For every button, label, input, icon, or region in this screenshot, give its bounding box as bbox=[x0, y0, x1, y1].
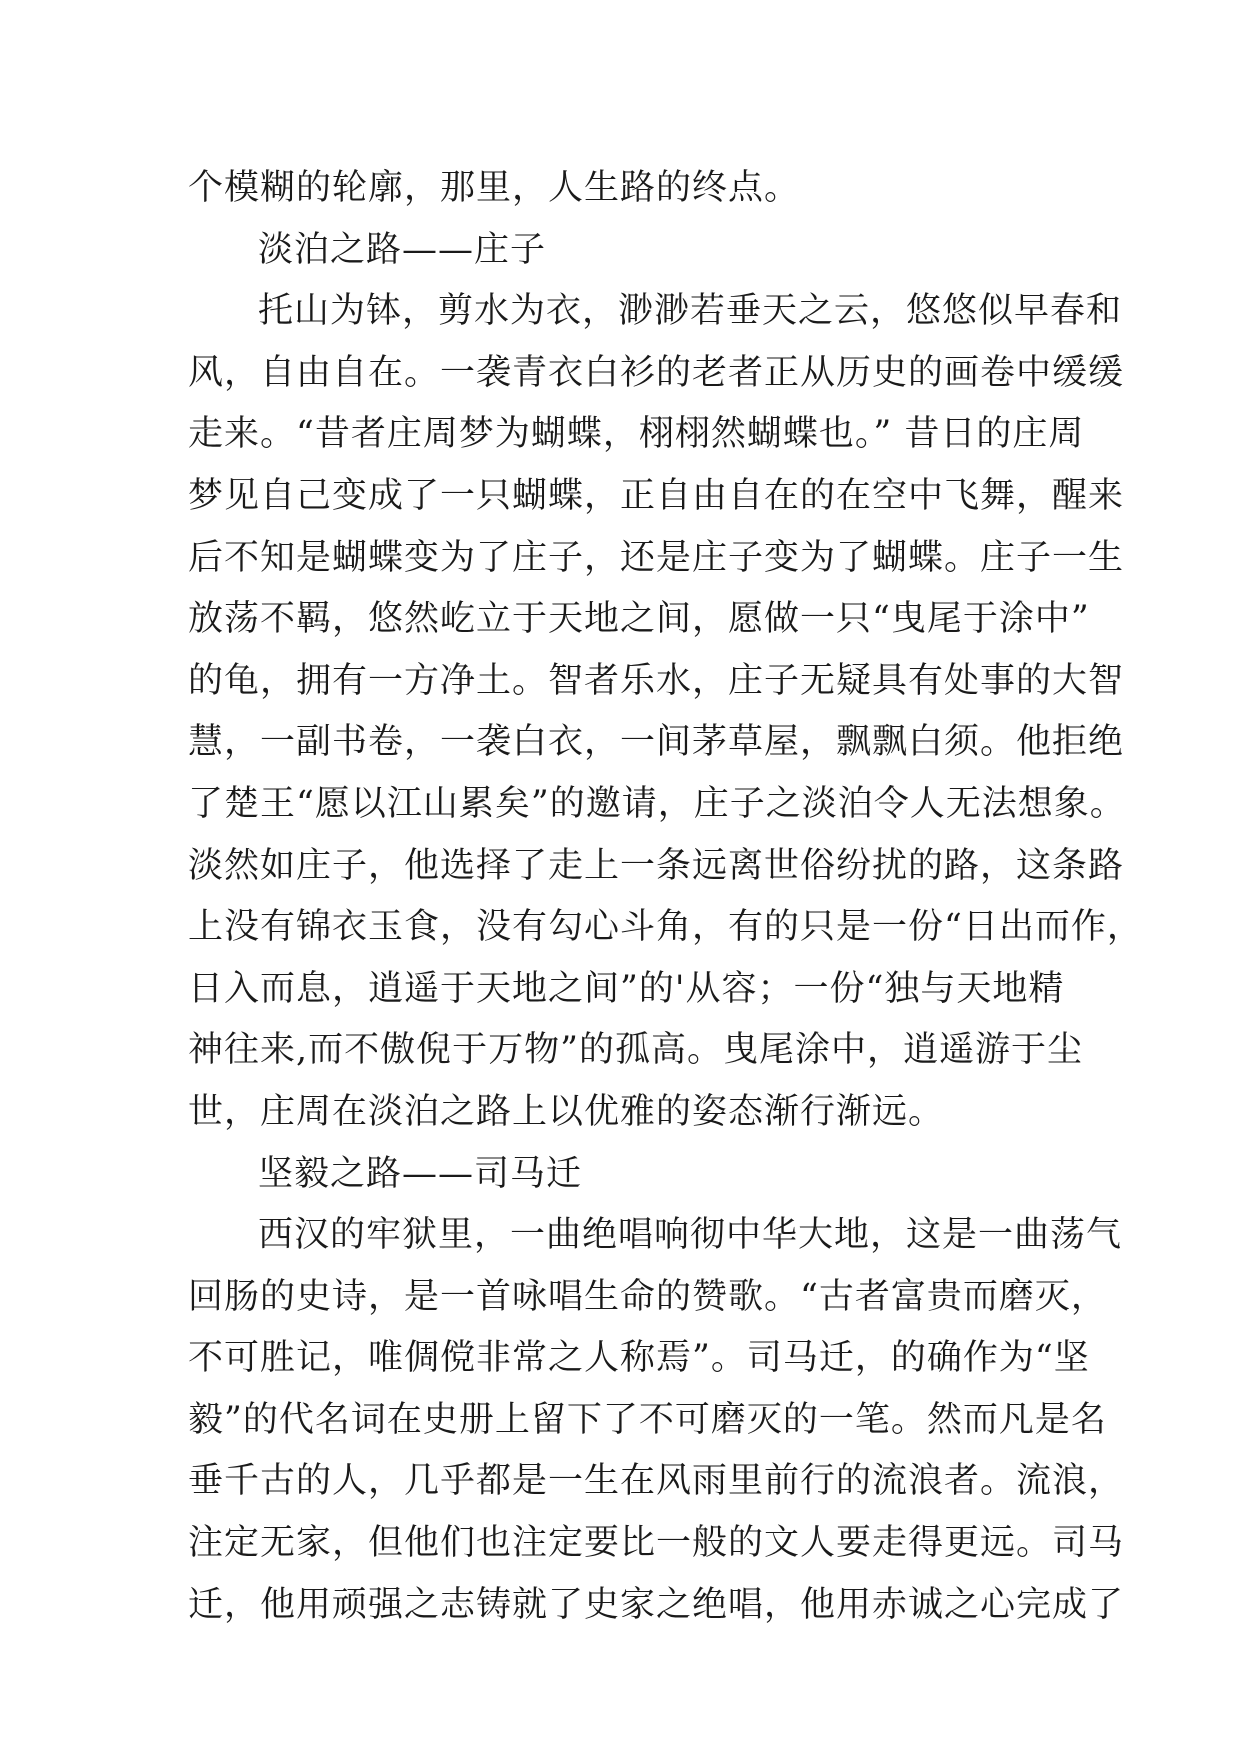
text-line: 后不知是蝴蝶变为了庄子，还是庄子变为了蝴蝶。庄子一生 bbox=[188, 537, 1125, 578]
text-line: 淡泊之路——庄子 bbox=[258, 229, 547, 270]
text-line: 世，庄周在淡泊之路上以优雅的姿态渐行渐远。 bbox=[188, 1091, 945, 1132]
text-line: 不可胜记，唯倜傥非常之人称焉”。司马迁，的确作为“坚 bbox=[188, 1338, 1090, 1379]
text-line: 托山为钵，剪水为衣，渺渺若垂天之云，悠悠似早春和 bbox=[258, 291, 1123, 332]
text-line: 的龟，拥有一方净土。智者乐水，庄子无疑具有处事的大智 bbox=[188, 660, 1125, 701]
text-line: 风，自由自在。一袭青衣白衫的老者正从历史的画卷中缓缓 bbox=[188, 352, 1125, 393]
text-line: 慧，一副书卷，一袭白衣，一间茅草屋，飘飘白须。他拒绝 bbox=[188, 722, 1125, 763]
text-line: 日入而息，逍遥于天地之间”的'从容；一份“独与天地精 bbox=[188, 968, 1065, 1009]
text-line: 梦见自己变成了一只蝴蝶，正自由自在的在空中飞舞，醒来 bbox=[188, 475, 1125, 516]
text-line: 神往来,而不傲倪于万物”的孤高。曳尾涂中，逍遥游于尘 bbox=[188, 1030, 1084, 1071]
text-line: 个模糊的轮廓，那里，人生路的终点。 bbox=[188, 168, 801, 208]
text-line: 注定无家，但他们也注定要比一般的文人要走得更远。司马 bbox=[188, 1523, 1125, 1564]
text-line: 垂千古的人，几乎都是一生在风雨里前行的流浪者。流浪， bbox=[188, 1461, 1125, 1502]
text-line: 上没有锦衣玉食，没有勾心斗角，有的只是一份“日出而作， bbox=[188, 907, 1143, 948]
text-line: 放荡不羁，悠然屹立于天地之间，愿做一只“曳尾于涂中” bbox=[188, 599, 1090, 640]
text-line: 淡然如庄子，他选择了走上一条远离世俗纷扰的路，这条路 bbox=[188, 845, 1125, 886]
text-line: 坚毅之路——司马迁 bbox=[258, 1153, 583, 1194]
text-line: 回肠的史诗，是一首咏唱生命的赞歌。“古者富贵而磨灭， bbox=[188, 1276, 1107, 1317]
text-line: 毅”的代名词在史册上留下了不可磨灭的一笔。然而凡是名 bbox=[188, 1399, 1107, 1440]
body-text bbox=[188, 158, 1143, 1636]
text-line: 迁，他用顽强之志铸就了史家之绝唱，他用赤诚之心完成了 bbox=[188, 1584, 1125, 1625]
text-line: 了楚王“愿以江山累矣”的邀请，庄子之淡泊令人无法想象。 bbox=[188, 783, 1126, 824]
text-line: 西汉的牢狱里，一曲绝唱响彻中华大地，这是一曲荡气 bbox=[258, 1215, 1123, 1256]
text-line: 走来。“昔者庄周梦为蝴蝶，栩栩然蝴蝶也。” 昔日的庄周 bbox=[188, 414, 1085, 455]
